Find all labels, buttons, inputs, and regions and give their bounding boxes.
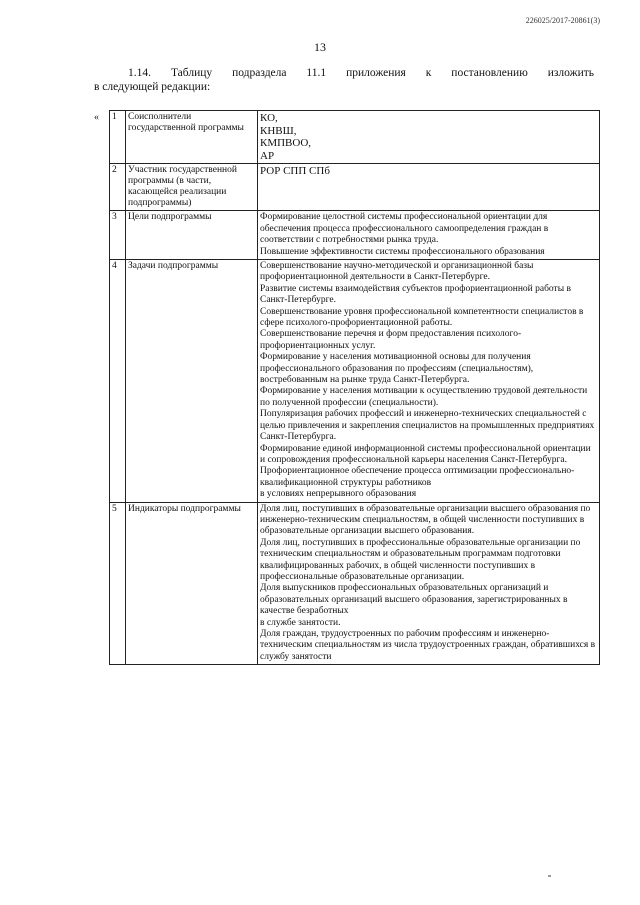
- row-label: Индикаторы подпрограммы: [126, 502, 258, 665]
- value-line: КМПВОО,: [260, 137, 312, 150]
- row-value: [258, 211, 600, 260]
- row-label: Соисполнители государственной программы: [126, 111, 258, 164]
- value-line: Доля выпускников профессиональных образовательных организаций и образовательных организаций высшего образования, зарегистрированных в качестве безработных: [260, 583, 568, 617]
- scan-speck: [548, 875, 551, 877]
- page-number: 13: [314, 40, 326, 54]
- value-line: РОР СПП СПб: [260, 165, 330, 178]
- row-value: [258, 164, 600, 211]
- value-line: Развитие системы взаимодействия субъектов профориентационной работы в Санкт-Петербурге.: [260, 283, 571, 306]
- row-label: Цели подпрограммы: [126, 211, 258, 260]
- value-line: Формирование целостной системы профессиональной ориентации для обеспечения процесса профессионального самоопределения граждан в соответствии с потребностями рынка труда.: [260, 212, 549, 246]
- value-line: КО,: [260, 112, 278, 124]
- intro-line-2: в следующей редакции:: [94, 81, 211, 93]
- row-number: 5: [110, 502, 126, 665]
- value-line: АР: [260, 149, 275, 162]
- row-number: 1: [110, 111, 126, 164]
- row-value: [258, 502, 600, 665]
- row-value: [258, 111, 600, 164]
- table-row: [110, 211, 600, 260]
- table-row: [110, 111, 600, 164]
- value-line: Совершенствование перечня и форм предоставления психолого-профориентационных услуг.: [260, 329, 522, 351]
- row-value: [258, 260, 600, 503]
- row-label: Задачи подпрограммы: [126, 260, 258, 503]
- value-line: Формирование у населения мотивации к осуществлению трудовой деятельности по полученной профессии (специальности).: [260, 386, 588, 408]
- value-line: Совершенствование научно-методической и организационной базы профориентационной деятельности в Санкт-Петербурге.: [260, 261, 534, 283]
- value-line: Доля граждан, трудоустроенных по рабочим профессиям и инженерно-техническим специальностям из числа трудоустроенных граждан, обратившихся в службу занятости: [260, 629, 596, 662]
- document-registration-number: 226025/2017-20861(3): [525, 16, 600, 25]
- value-line: Формирование единой информационной системы профессиональной ориентации и сопровождения профессиональной карьеры населения Санкт-Петербурга. Профориентационное обеспечение процесса оптимизации профессионально-квалификационной структуры работников: [260, 443, 591, 488]
- value-line: КНВШ,: [260, 124, 297, 137]
- value-line: Совершенствование уровня профессиональной компетентности специалистов в сфере психолого-профориентационной работы.: [260, 306, 584, 329]
- table-body: [110, 111, 600, 665]
- table-row: [110, 260, 600, 503]
- value-line: Формирование у населения мотивационной основы для получения профессионального образования по профессиям (специальностям), востребованным на рынке труда Санкт-Петербурга.: [260, 352, 534, 386]
- value-line: в службе занятости.: [260, 617, 341, 628]
- intro-line-1: 1.14. Таблицу подраздела 11.1 приложения к постановлению изложить: [128, 67, 594, 79]
- table-row: [110, 502, 600, 665]
- opening-quote-mark: «: [94, 112, 99, 123]
- value-line: Доля лиц, поступивших в образовательные организации высшего образования по инженерно-техническим специальностям, в общей численности поступивших в образовательные организации высшего образования.: [260, 503, 591, 537]
- value-line: Повышение эффективности системы профессионального образования: [260, 246, 545, 257]
- intro-paragraph: [94, 66, 594, 94]
- row-label: Участник государственной программы (в части, касающейся реализации подпрограммы): [126, 164, 258, 211]
- value-line: Доля лиц, поступивших в профессиональные образовательные организации по техническим специальностям и образовательным программам подготовки квалифицированных рабочих, в общей численности поступивших в профессиональные образовательные организации.: [260, 537, 581, 582]
- row-number: 3: [110, 211, 126, 260]
- row-number: 2: [110, 164, 126, 211]
- table-row: [110, 164, 600, 211]
- value-line: Популяризация рабочих профессий и инженерно-технических специальностей с целью привлечения и закрепления специалистов на промышленных предприятиях Санкт-Петербурга.: [260, 409, 595, 443]
- value-line: в условиях непрерывного образования: [260, 489, 417, 500]
- row-number: 4: [110, 260, 126, 503]
- subprogram-passport-table: [109, 110, 600, 665]
